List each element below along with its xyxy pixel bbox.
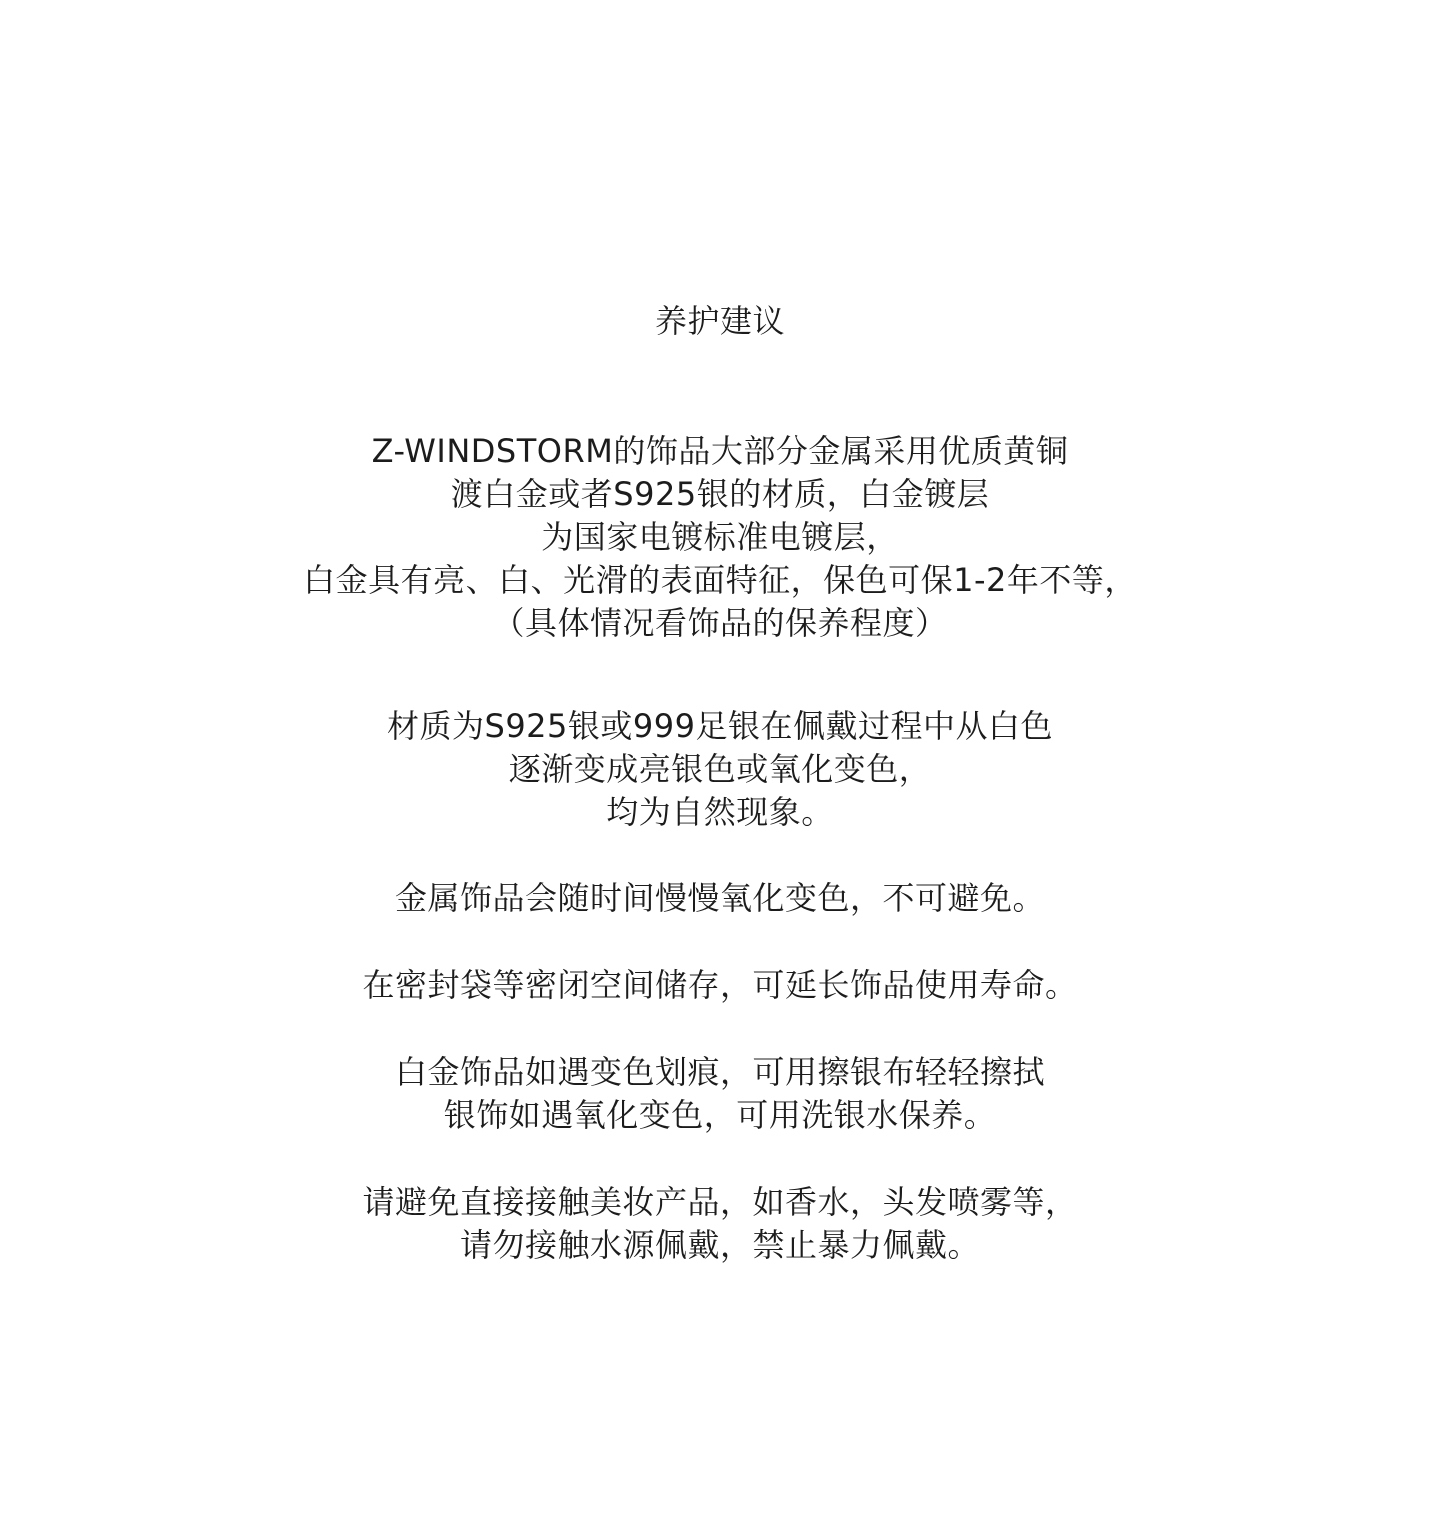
paragraph-line: 为国家电镀标准电镀层， (541, 518, 899, 556)
paragraph-line: 材质为S925银或999足银在佩戴过程中从白色 (387, 707, 1053, 745)
paragraph-line: 银饰如遇氧化变色，可用洗银水保养。 (443, 1096, 997, 1134)
page-title: 养护建议 (654, 302, 785, 340)
paragraph-line: 逐渐变成亮银色或氧化变色， (508, 750, 932, 788)
paragraph-line: 金属饰品会随时间慢慢氧化变色，不可避免。 (394, 879, 1045, 917)
paragraph-line: 渡白金或者S925银的材质，白金镀层 (450, 475, 990, 513)
paragraph-line: 白金具有亮、白、光滑的表面特征，保色可保1-2年不等， (303, 561, 1137, 599)
paragraph-line: （具体情况看饰品的保养程度） (492, 604, 948, 642)
paragraph-line: 在密封袋等密闭空间储存，可延长饰品使用寿命。 (362, 966, 1078, 1004)
paragraph-line: 均为自然现象。 (606, 793, 834, 831)
paragraph-line: 白金饰品如遇变色划痕，可用擦银布轻轻擦拭 (394, 1053, 1045, 1091)
paragraph-line: 请避免直接接触美妆产品，如香水，头发喷雾等， (362, 1183, 1078, 1221)
paragraph-line: 请勿接触水源佩戴，禁止暴力佩戴。 (459, 1226, 980, 1264)
paragraph-line: Z-WINDSTORM的饰品大部分金属采用优质黄铜 (371, 432, 1069, 470)
